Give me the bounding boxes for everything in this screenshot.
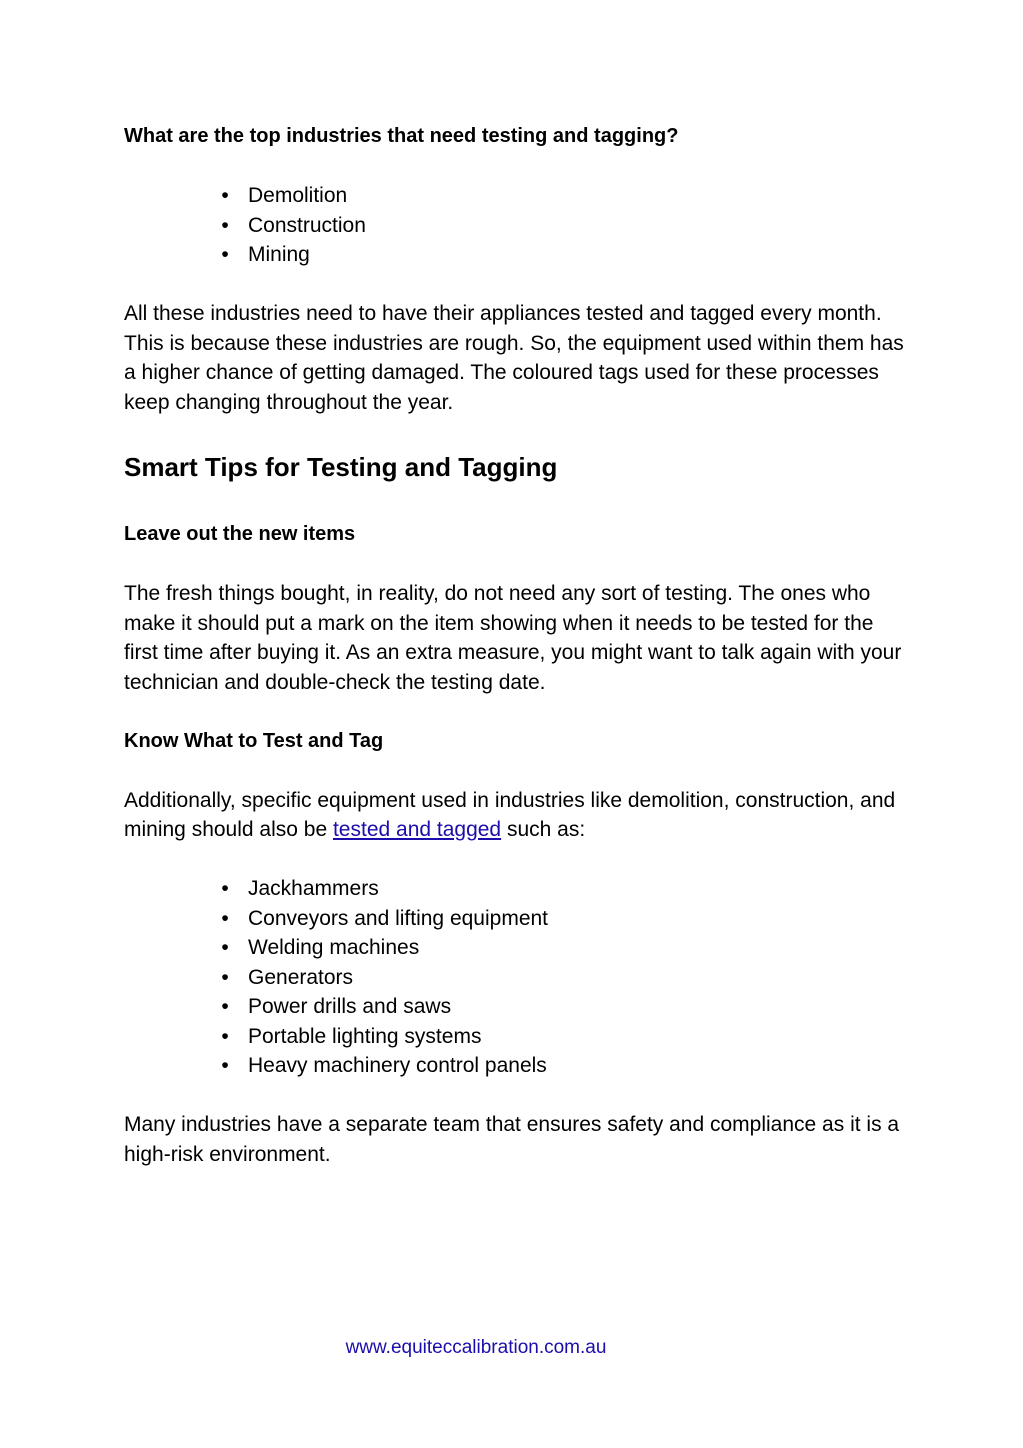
equipment-list (124, 874, 904, 1081)
industries-heading: What are the top industries that need testing and tagging? (124, 125, 679, 147)
tip-paragraph-new-items: The fresh things bought, in reality, do not need any sort of testing. The ones who make it should put a mark on the item showing when it needs to be tested for the first time after buying it. As an extra measure, you might want to talk again with your technician and double-check the testing date. (124, 582, 902, 694)
list-item: • Construction (124, 211, 904, 241)
list-item: • Generators (124, 963, 904, 993)
list-item: • Heavy machinery control panels (124, 1051, 904, 1081)
list-item: • Conveyors and lifting equipment (124, 904, 904, 934)
footer-url-link[interactable]: www.equiteccalibration.com.au (345, 1337, 607, 1358)
bullet-icon: • (221, 184, 229, 207)
bullet-icon: • (221, 936, 229, 959)
tip-heading-know-what: Know What to Test and Tag (124, 729, 384, 752)
tip-heading-new-items: Leave out the new items (124, 523, 356, 545)
list-item: • Mining (124, 240, 904, 270)
list-item: • Power drills and saws (124, 992, 904, 1022)
document-content (124, 122, 904, 1169)
bullet-icon: • (221, 965, 229, 989)
bullet-icon: • (221, 243, 229, 266)
bullet-icon: • (221, 1024, 229, 1048)
list-item: • Demolition (124, 181, 904, 211)
tested-and-tagged-link[interactable]: tested and tagged (332, 818, 502, 841)
industries-list (124, 181, 904, 270)
bullet-icon: • (221, 877, 229, 900)
section-title: Smart Tips for Testing and Tagging (124, 452, 558, 482)
bullet-icon: • (221, 213, 229, 237)
list-item: • Portable lighting systems (124, 1022, 904, 1052)
bullet-icon: • (221, 1054, 229, 1077)
bullet-icon: • (221, 995, 229, 1018)
tip-paragraph-know-what: Additionally, specific equipment used in industries like demolition, construction, and mining should also be tested and tagged such as: (124, 788, 896, 841)
list-item: • Welding machines (124, 933, 904, 963)
bullet-icon: • (221, 906, 229, 930)
list-item: • Jackhammers (124, 874, 904, 904)
industries-paragraph: All these industries need to have their appliances tested and tagged every month. This is because these industries are rough. So, the equipment used within them has a higher chance of getting damaged. The coloured tags used for these processes keep changing throughout the year. (124, 302, 904, 414)
closing-paragraph: Many industries have a separate team that ensures safety and compliance as it is a high-risk environment. (124, 1113, 900, 1166)
